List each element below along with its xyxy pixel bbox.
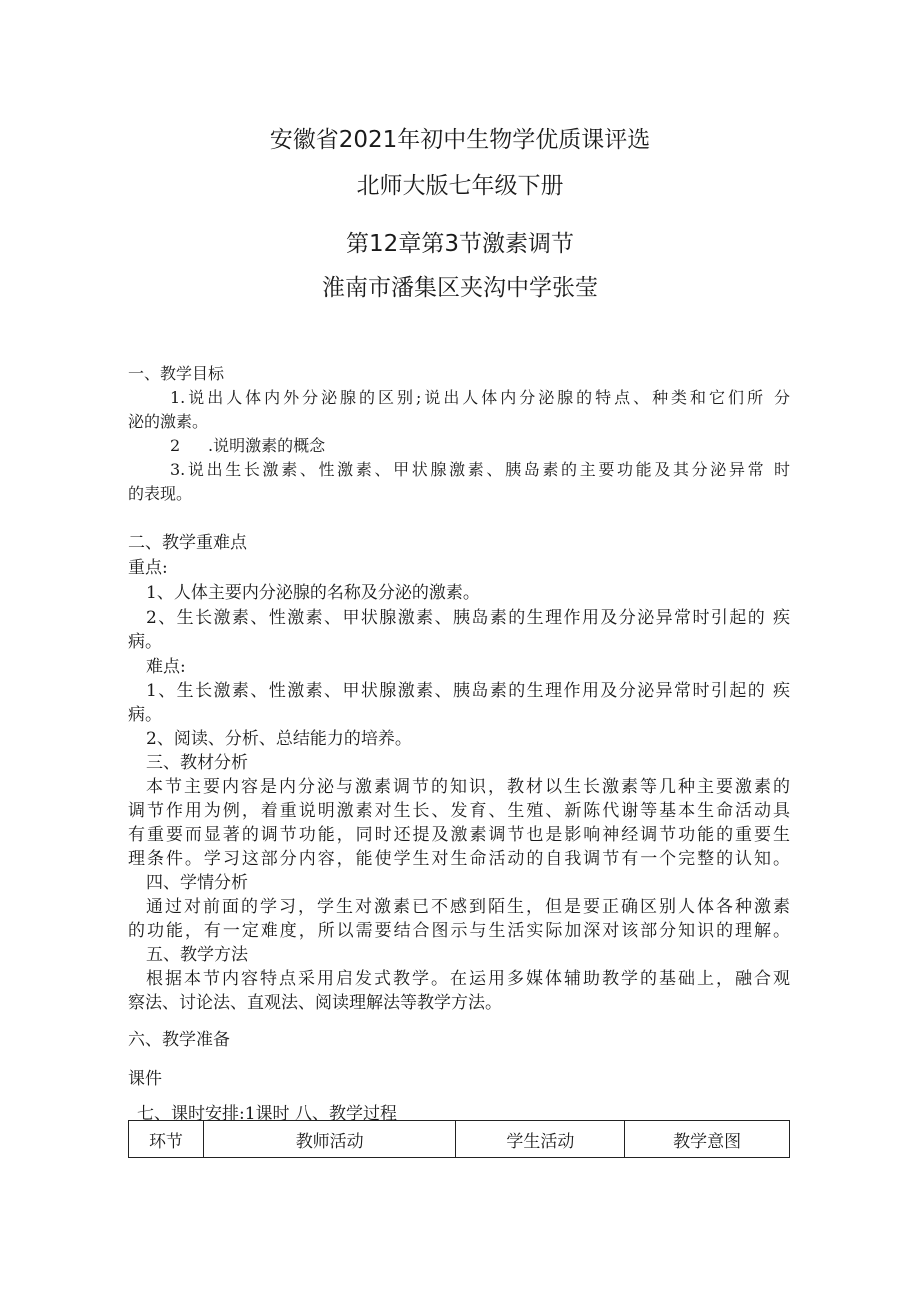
- section-1-title: 一、教学目标: [128, 364, 225, 383]
- objective-1-line1: 1.说出人体内外分泌腺的区别;说出人体内分泌腺的特点、种类和它们所 分: [170, 388, 790, 407]
- student-analysis-line1: 通过对前面的学习，学生对激素已不感到陌生，但是要正确区别人体各种激素: [146, 897, 790, 917]
- section-7-8-line: 七、课时安排:1课时 八、教学过程: [137, 1104, 397, 1124]
- difficult-point-1-line1: 1、生长激素、性激素、甲状腺激素、胰岛素的生理作用及分泌异常时引起的 疾: [146, 681, 790, 701]
- section-6-title: 六、教学准备: [128, 1030, 230, 1050]
- key-point-2-line1: 2、生长激素、性激素、甲状腺激素、胰岛素的生理作用及分泌异常时引起的 疾: [146, 608, 790, 628]
- header-student-activity: 学生活动: [456, 1121, 625, 1158]
- teaching-method-line2: 察法、讨论法、直观法、阅读理解法等教学方法。: [128, 993, 502, 1013]
- teaching-process-table: [128, 1120, 790, 1158]
- material-analysis-line1: 本节主要内容是内分泌与激素调节的知识，教材以生长激素等几种主要激素的: [146, 777, 790, 797]
- key-points-label: 重点:: [128, 558, 168, 578]
- difficult-point-2: 2、阅读、分析、总结能力的培养。: [146, 729, 412, 749]
- textbook-edition: 北师大版七年级下册: [356, 173, 564, 199]
- difficult-points-label: 难点:: [146, 657, 186, 677]
- header-teacher-activity: 教师活动: [203, 1121, 456, 1158]
- lesson-title: 第12章第3节激素调节: [346, 231, 574, 257]
- student-analysis-line2: 的功能，有一定难度，所以需要结合图示与生活实际加深对该部分知识的理解。: [128, 921, 790, 941]
- contest-title: 安徽省2021年初中生物学优质课评选: [269, 127, 651, 153]
- material-analysis-line2: 调节作用为例，着重说明激素对生长、发育、生殖、新陈代谢等基本生命活动具: [128, 801, 790, 821]
- section-4-title: 四、学情分析: [146, 873, 248, 893]
- material-analysis-line3: 有重要而显著的调节功能，同时还提及激素调节也是影响神经调节功能的重要生: [128, 825, 790, 845]
- objective-3-line1: 3.说出生长激素、性激素、甲状腺激素、胰岛素的主要功能及其分泌异常 时: [170, 460, 790, 479]
- section-5-title: 五、教学方法: [146, 945, 248, 965]
- objective-1-line2: 泌的激素。: [128, 412, 209, 431]
- material-analysis-line4: 理条件。学习这部分内容，能使学生对生命活动的自我调节有一个完整的认知。: [128, 849, 790, 869]
- author-line: 淮南市潘集区夹沟中学张莹: [322, 275, 598, 301]
- section-3-title: 三、教材分析: [146, 753, 248, 773]
- header-teaching-intent: 教学意图: [625, 1121, 790, 1158]
- objective-2-text: .说明激素的概念: [208, 436, 326, 455]
- key-point-2-line2: 病。: [128, 632, 162, 652]
- difficult-point-1-line2: 病。: [128, 705, 162, 725]
- section-2-title: 二、教学重难点: [128, 533, 247, 553]
- objective-2-number: 2: [170, 436, 181, 455]
- objective-3-line2: 的表现。: [128, 484, 193, 503]
- table-header-row: [129, 1121, 790, 1158]
- header-stage: 环节: [129, 1121, 204, 1158]
- preparation-content: 课件: [128, 1069, 162, 1089]
- key-point-1: 1、人体主要内分泌腺的名称及分泌的激素。: [146, 583, 480, 603]
- teaching-method-line1: 根据本节内容特点采用启发式教学。在运用多媒体辅助教学的基础上，融合观: [146, 969, 790, 989]
